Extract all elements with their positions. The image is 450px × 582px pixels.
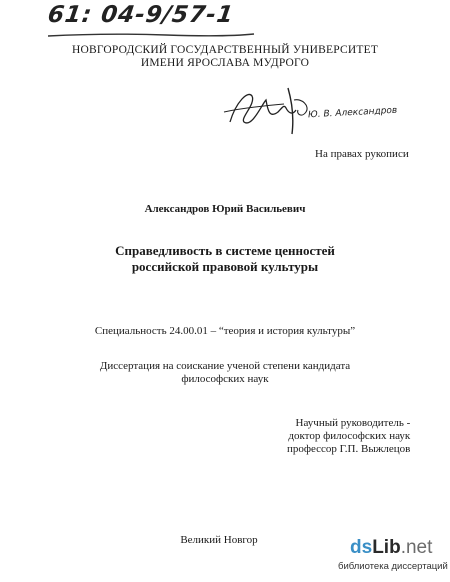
signature-note: Ю. В. Александров [307, 105, 398, 121]
specialty-line: Специальность 24.00.01 – “теория и история культуры” [94, 325, 356, 337]
watermark-brand-net: .net [400, 537, 433, 558]
supervisor-line-1: Научный руководитель - [295, 417, 411, 429]
university-name [0, 44, 450, 69]
degree-line-1: Диссертация на соискание ученой степени кандидата [99, 360, 351, 372]
watermark-caption: библиотека диссертаций [338, 561, 448, 572]
title-line-1: Справедливость в системе ценностей [115, 243, 335, 258]
watermark-logo[interactable] [350, 537, 432, 559]
university-line-1: НОВГОРОДСКИЙ ГОСУДАРСТВЕННЫЙ УНИВЕРСИТЕТ [71, 44, 379, 56]
degree-line-2: философских наук [181, 373, 269, 385]
watermark[interactable] [336, 537, 450, 582]
rights-note: На правах рукописи [315, 148, 409, 160]
handwritten-underline [46, 31, 256, 39]
city-name: Великий Новгор [180, 534, 258, 546]
author-name: Александров Юрий Васильевич [144, 203, 306, 215]
university-line-2: ИМЕНИ ЯРОСЛАВА МУДРОГО [140, 56, 310, 69]
degree-statement [0, 360, 450, 386]
watermark-brand-lib: Lib [372, 537, 401, 558]
archive-code: 61: 04-9/57-1 [46, 2, 236, 28]
supervisor-block [287, 417, 410, 456]
supervisor-line-2: доктор философских наук [288, 430, 411, 442]
title-line-2: российской правовой культуры [131, 259, 319, 274]
supervisor-line-3: профессор Г.П. Выжлецов [287, 443, 411, 455]
signature-scribble [222, 82, 318, 140]
watermark-brand-ds: ds [350, 537, 373, 558]
dissertation-title [0, 243, 450, 275]
